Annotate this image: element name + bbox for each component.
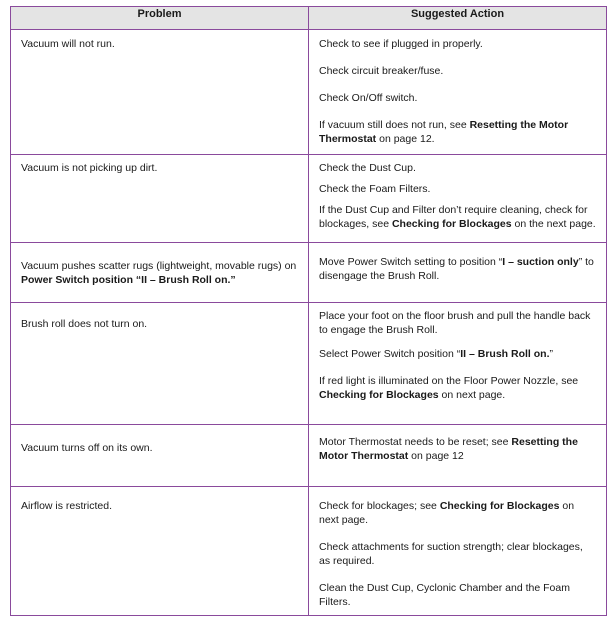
cross-reference: Resetting the Motor Thermostat — [319, 119, 569, 145]
action-text-part: on next page. — [438, 389, 506, 401]
action-text: Check On/Off switch. — [319, 92, 418, 104]
problem-text — [21, 259, 298, 287]
action-text-part: Motor Thermostat needs to be reset; see — [319, 436, 512, 448]
problem-text: Vacuum will not run. — [21, 38, 115, 50]
table-row — [11, 487, 607, 616]
action-text: Check the Dust Cup. — [319, 162, 416, 174]
action-text: Place your foot on the floor brush and pull the handle back to engage the Brush Roll. — [319, 310, 591, 336]
action-cell — [309, 303, 607, 425]
cross-reference: Checking for Blockages — [319, 389, 439, 401]
cross-reference: Resetting the Motor Thermostat — [319, 436, 578, 462]
action-cell — [309, 425, 607, 487]
cross-reference: Checking for Blockages — [391, 218, 512, 230]
action-text — [319, 374, 596, 402]
action-cell — [309, 30, 607, 155]
problem-text: Vacuum is not picking up dirt. — [21, 162, 158, 174]
problem-cell — [11, 487, 309, 616]
table-row — [11, 303, 607, 425]
problem-cell — [11, 303, 309, 425]
power-switch-reference: Power Switch position “II – Brush Roll on.” — [21, 274, 236, 286]
action-cell — [309, 155, 607, 243]
table-row — [11, 155, 607, 243]
table-row — [11, 425, 607, 487]
action-text: Check to see if plugged in properly. — [319, 38, 483, 50]
problem-cell — [11, 30, 309, 155]
power-switch-reference: II – Brush Roll on. — [460, 348, 550, 360]
action-text: Clean the Dust Cup, Cyclonic Chamber and the Foam Filters. — [319, 582, 570, 608]
action-text — [319, 118, 596, 146]
problem-cell — [11, 243, 309, 303]
action-text — [319, 499, 596, 527]
action-text-part: Select Power Switch position “ — [319, 348, 461, 360]
action-text-part: ” — [549, 348, 553, 360]
table-row — [11, 30, 607, 155]
action-text — [319, 255, 596, 283]
action-text-part: on page 12. — [376, 133, 435, 145]
problem-text: Airflow is restricted. — [21, 500, 113, 512]
action-text-part: ” to disengage the Brush Roll. — [319, 256, 594, 282]
action-text: Check the Foam Filters. — [319, 183, 431, 195]
action-column-header: Suggested Action — [309, 7, 607, 30]
power-switch-reference: I – suction only — [502, 256, 579, 268]
problem-text: Vacuum turns off on its own. — [21, 442, 153, 454]
troubleshooting-table — [10, 6, 607, 616]
action-text — [319, 347, 596, 361]
action-text — [319, 203, 596, 231]
problem-text: Brush roll does not turn on. — [21, 318, 148, 330]
problem-text-part: Vacuum pushes scatter rugs (lightweight, movable rugs) on — [21, 260, 297, 272]
action-text-part: If vacuum still does not run, see — [319, 119, 470, 131]
problem-cell — [11, 425, 309, 487]
action-text-part: on the next page. — [511, 218, 596, 230]
action-text — [319, 435, 596, 463]
cross-reference: Checking for Blockages — [439, 500, 560, 512]
action-text-part: on page 12 — [408, 450, 464, 462]
table-row — [11, 243, 607, 303]
action-text-part: If the Dust Cup and Filter don’t require cleaning, check for blockages, see — [319, 204, 588, 230]
action-cell — [309, 487, 607, 616]
action-text: Check circuit breaker/fuse. — [319, 65, 444, 77]
action-text-part: If red light is illuminated on the Floor Power Nozzle, see — [319, 375, 579, 387]
header-row — [11, 7, 607, 30]
action-text-part: Move Power Switch setting to position “ — [319, 256, 503, 268]
problem-column-header: Problem — [11, 7, 309, 30]
action-text-part: on next page. — [319, 500, 575, 526]
problem-cell — [11, 155, 309, 243]
action-text-part: Check for blockages; see — [319, 500, 440, 512]
action-cell — [309, 243, 607, 303]
action-text: Check attachments for suction strength; clear blockages, as required. — [319, 541, 583, 567]
